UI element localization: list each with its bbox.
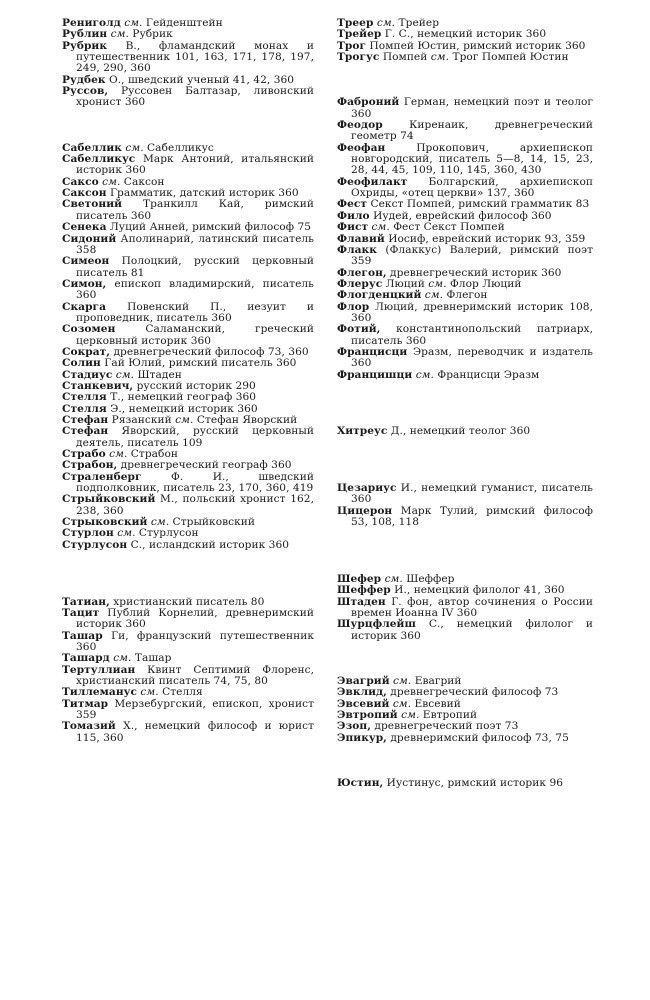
- entry-text: епископ владимирский, писатель 360: [76, 277, 314, 302]
- entry-text: христианский писатель 80: [113, 595, 265, 608]
- see-reference: см.: [110, 28, 129, 41]
- entry-text: Марк Антоний, итальянский историк 360: [76, 153, 315, 177]
- index-entry: [337, 347, 593, 370]
- entry-text: Флегон: [446, 289, 488, 302]
- entry-text: Эразм, переводчик и издатель 360: [351, 345, 593, 370]
- entry-text: Секст Помпей, римский грамматик 83: [370, 198, 590, 211]
- entry-text: древнегреческий поэт 73: [374, 720, 519, 733]
- entry-headword: Сабелликус: [62, 153, 136, 166]
- see-reference: см.: [125, 141, 144, 154]
- see-reference: см.: [117, 527, 136, 540]
- entry-text: древнегреческий философ 73, 360: [113, 345, 309, 358]
- entry-headword: Цицерон: [337, 504, 393, 517]
- index-entry: [337, 52, 593, 63]
- index-entry: [337, 120, 593, 143]
- entry-text: Фест Секст Помпей: [393, 221, 505, 234]
- entry-headword: Страленберг: [62, 470, 142, 483]
- entry-headword: Стефан: [62, 425, 109, 438]
- entry-headword: Рубрик: [62, 39, 108, 52]
- entry-text: Страбон: [130, 448, 179, 461]
- section-gap: [337, 438, 593, 483]
- entry-text: Публий Корнелий, древнеримский историк 360: [76, 606, 315, 631]
- entry-headword: Стрыйковский: [62, 493, 156, 506]
- entry-headword: Симеон: [62, 255, 110, 268]
- entry-text: Евагрий: [414, 674, 462, 687]
- see-reference: см.: [428, 277, 447, 290]
- entry-text: древнегреческий историк 360: [390, 266, 562, 279]
- entry-text: М., польский хронист 162, 238, 360: [76, 493, 314, 517]
- entry-text: Помпей: [382, 51, 428, 64]
- entry-text: Квинт Септимий Флоренс, христианский писатель 74, 75, 80: [76, 663, 314, 687]
- see-reference: см.: [384, 572, 403, 585]
- entry-text: Сабелликус: [147, 141, 214, 154]
- entry-headword: Феофан: [337, 141, 386, 154]
- index-entry: [62, 199, 314, 222]
- entry-text: Мерзебургский, епископ, хронист 359: [76, 697, 314, 721]
- index-entry: [337, 483, 593, 506]
- letter-group-4: [337, 574, 593, 642]
- entry-text: Ташар: [134, 652, 172, 665]
- entry-headword: Францисци: [337, 345, 408, 358]
- entry-headword: Хитреус: [337, 425, 388, 438]
- entry-text: Грамматик, датский историк 360: [109, 187, 299, 200]
- letter-group-2: [62, 597, 314, 744]
- entry-headword: Цезариус: [337, 482, 397, 495]
- entry-headword: Томазий: [62, 720, 116, 733]
- entry-headword: Трог: [337, 39, 367, 52]
- entry-headword: Солин: [62, 357, 101, 370]
- index-column-right: [337, 18, 593, 789]
- index-entry: [62, 154, 314, 177]
- index-entry: [337, 370, 593, 381]
- index-entry: [62, 699, 314, 722]
- index-entry: [62, 540, 314, 551]
- entry-text: Рязанский: [111, 414, 172, 426]
- index-entry: [62, 41, 314, 75]
- index-entry: [62, 494, 314, 517]
- entry-text: И., немецкий филолог 41, 360: [394, 584, 565, 597]
- index-entry: [62, 721, 314, 744]
- entry-text: русский историк 290: [136, 379, 256, 392]
- entry-headword: Эвсевий: [337, 697, 390, 710]
- entry-text: Иудей, еврейский философ 360: [373, 209, 552, 222]
- entry-text: Стелля: [162, 686, 203, 699]
- entry-headword: Сабеллик: [62, 141, 122, 154]
- index-entry: [337, 778, 593, 789]
- entry-headword: Трогус: [337, 51, 380, 64]
- entry-headword: Фаброний: [337, 96, 400, 109]
- entry-headword: Флакк: [337, 243, 377, 256]
- index-entry: [62, 256, 314, 279]
- entry-headword: Эзоп,: [337, 720, 371, 733]
- entry-text: Транкилл Кай, римский писатель 360: [76, 198, 314, 222]
- entry-text: древнеримский философ 73, 75: [390, 731, 569, 744]
- entry-headword: Фотий,: [337, 323, 381, 336]
- section-gap: [62, 109, 314, 143]
- entry-headword: Саксон: [62, 187, 107, 200]
- index-column-left: [62, 18, 314, 744]
- entry-text: Прокопович, архиепископ новгородский, писатель 5—8, 14, 15, 23, 28, 44, 45, 109, 110, 145, 360, 430: [351, 141, 593, 177]
- entry-headword: Рудбек: [62, 73, 106, 86]
- entry-headword: Эпикур,: [337, 731, 387, 744]
- entry-headword: Фист: [337, 221, 369, 234]
- entry-text: древнегреческий географ 360: [120, 459, 292, 472]
- see-reference: см.: [109, 448, 128, 461]
- section-gap: [337, 744, 593, 778]
- see-reference: см.: [430, 51, 450, 64]
- entry-text: В., фламандский монах и путешественник 101, 163, 171, 178, 197, 249, 290, 360: [76, 39, 314, 75]
- entry-headword: Трейер: [337, 28, 382, 41]
- entry-headword: Руссов,: [62, 85, 109, 98]
- entry-headword: Феофилакт: [337, 175, 408, 188]
- index-entry: [62, 86, 314, 109]
- index-entry: [337, 324, 593, 347]
- letter-group-1: [337, 97, 593, 381]
- entry-text: Иосиф, еврейский историк 93, 359: [388, 232, 586, 245]
- entry-text: (Флаккус) Валерий, римский поэт 359: [351, 243, 593, 268]
- index-entry: [62, 472, 314, 495]
- entry-text: О., шведский ученый 41, 42, 360: [109, 73, 295, 86]
- entry-headword: Флавий: [337, 232, 385, 245]
- entry-text: Руссовен Балтазар, ливонский хронист 360: [76, 85, 315, 109]
- entry-text: Ги, французский путешественник 360: [76, 629, 315, 653]
- section-gap: [337, 381, 593, 426]
- index-entry: [337, 177, 593, 200]
- index-entry: [337, 143, 593, 177]
- entry-headword: Станкевич,: [62, 379, 134, 392]
- index-entry: [62, 279, 314, 302]
- letter-group-3: [337, 483, 593, 528]
- entry-headword: Страбон,: [62, 459, 118, 472]
- letter-group-0: [337, 18, 593, 63]
- entry-text: С., немецкий филолог и историк 360: [351, 618, 593, 642]
- index-entry: [337, 506, 593, 529]
- entry-text: Евтропий: [422, 708, 478, 721]
- entry-text: Аполинарий, латинский писатель 358: [76, 232, 315, 256]
- entry-text: Люций: [385, 277, 425, 290]
- entry-text: Марк Тулий, римский философ 53, 108, 118: [351, 504, 594, 529]
- entry-headword: Юстин,: [337, 776, 384, 789]
- entry-text: Киренаик, древнегреческий геометр 74: [351, 119, 593, 143]
- entry-text: Гейденштейн: [145, 17, 223, 29]
- entry-headword: Флегон,: [337, 266, 387, 279]
- see-reference: см.: [392, 697, 412, 710]
- entry-headword: Фило: [337, 209, 370, 222]
- entry-text: Помпей Юстин, римский историк 360: [369, 39, 586, 52]
- index-entry: [337, 619, 593, 642]
- index-entry: [62, 665, 314, 688]
- entry-headword: Ташар: [62, 629, 103, 642]
- entry-text: Иустинус, римский историк 96: [386, 776, 564, 789]
- entry-headword: Флерус: [337, 277, 383, 290]
- entry-headword: Саксо: [62, 175, 99, 188]
- entry-text: Евсевий: [414, 697, 461, 710]
- entry-headword: Флогденцкий: [337, 289, 422, 302]
- index-entry: [62, 234, 314, 257]
- entry-headword: Рублин: [62, 28, 108, 41]
- see-reference: см.: [376, 17, 396, 29]
- entry-text: Т., немецкий географ 360: [110, 391, 257, 404]
- entry-text: Стефан Яворский: [196, 414, 298, 426]
- entry-text: Саламанский, греческий церковный историк 360: [76, 323, 314, 347]
- entry-text: Францисци Эразм: [437, 368, 540, 381]
- see-reference: см.: [115, 368, 135, 381]
- see-reference: см.: [175, 414, 194, 426]
- index-entry: [337, 426, 593, 437]
- index-entry: [337, 733, 593, 744]
- entry-text: Гай Юлий, римский писатель 360: [104, 357, 297, 370]
- letter-group-6: [337, 778, 593, 789]
- see-reference: см.: [150, 516, 170, 529]
- see-reference: см.: [102, 175, 121, 188]
- entry-text: Саксон: [123, 175, 165, 188]
- entry-headword: Шефер: [337, 572, 382, 585]
- letter-group-2: [337, 426, 593, 437]
- index-entry: [337, 245, 593, 268]
- entry-text: Яворский, русский церковный деятель, писатель 109: [76, 425, 315, 449]
- see-reference: см.: [415, 368, 434, 381]
- entry-text: Штаден: [137, 368, 182, 381]
- section-gap: [337, 528, 593, 573]
- entry-text: Г. С., немецкий историк 360: [384, 28, 547, 41]
- entry-headword: Эвклид,: [337, 686, 387, 699]
- see-reference: см.: [371, 221, 390, 234]
- entry-text: константинопольский патриарх, писатель 360: [351, 323, 593, 347]
- index-entry: [62, 302, 314, 325]
- index-entry: [62, 324, 314, 347]
- see-reference: см.: [424, 289, 444, 302]
- index-entry: [337, 97, 593, 120]
- entry-headword: Ташард: [62, 652, 110, 665]
- entry-text: И., немецкий гуманист, писатель 360: [351, 482, 593, 506]
- entry-headword: Стадиус: [62, 368, 113, 381]
- entry-headword: Сидоний: [62, 232, 117, 245]
- entry-text: Полоцкий, русский церковный писатель 81: [76, 255, 314, 279]
- see-reference: см.: [393, 674, 412, 687]
- see-reference: см.: [113, 652, 132, 665]
- entry-text: Трог Помпей Юстин: [452, 51, 569, 64]
- entry-text: Стурлусон: [138, 527, 199, 540]
- entry-headword: Светоний: [62, 198, 123, 211]
- entry-text: Болгарский, архиепископ Охриды, «отец церкви» 137, 360: [351, 175, 594, 200]
- index-entry: [62, 608, 314, 631]
- index-entry: [62, 631, 314, 654]
- entry-headword: Сенека: [62, 221, 107, 234]
- entry-headword: Шурцфлейш: [337, 618, 416, 631]
- entry-headword: Стурлусон: [62, 538, 128, 551]
- entry-headword: Стефан: [62, 414, 109, 426]
- entry-text: Шеффер: [406, 572, 455, 585]
- entry-text: Г. фон, автор сочинения о России времен Иоанна IV 360: [351, 595, 593, 619]
- entry-headword: Стрыковский: [62, 516, 148, 529]
- entry-text: Повенский П., иезуит и проповедник, писатель 360: [76, 300, 314, 324]
- entry-headword: Созомен: [62, 323, 116, 336]
- entry-text: Рубрик: [132, 28, 173, 41]
- entry-headword: Стурлон: [62, 527, 114, 540]
- section-gap: [337, 63, 593, 97]
- entry-headword: Татиан,: [62, 595, 110, 608]
- entry-headword: Эвтропий: [337, 708, 398, 721]
- entry-headword: Скарга: [62, 300, 107, 313]
- entry-text: Луций Анней, римский философ 75: [109, 221, 312, 234]
- entry-headword: Рениголд: [62, 17, 121, 29]
- entry-headword: Тертуллиан: [62, 663, 136, 676]
- entry-text: Флор Люций: [449, 277, 522, 290]
- letter-group-0: [62, 18, 314, 109]
- entry-text: Трейер: [398, 17, 440, 29]
- entry-headword: Флор: [337, 300, 370, 313]
- entry-headword: Титмар: [62, 697, 109, 710]
- entry-text: Э., немецкий историк 360: [110, 402, 258, 415]
- entry-text: Д., немецкий теолог 360: [390, 425, 531, 438]
- entry-headword: Симон,: [62, 277, 107, 290]
- entry-text: древнегреческий философ 73: [390, 686, 559, 699]
- letter-group-1: [62, 143, 314, 551]
- entry-text: Герман, немецкий поэт и теолог 360: [351, 96, 594, 120]
- entry-text: Х., немецкий философ и юрист 115, 360: [76, 720, 314, 744]
- entry-headword: Шеффер: [337, 584, 391, 597]
- see-reference: см.: [140, 686, 159, 699]
- index-entry: [337, 302, 593, 325]
- index-entry: [337, 597, 593, 620]
- entry-headword: Треер: [337, 17, 374, 29]
- entry-headword: Стелля: [62, 402, 107, 415]
- entry-text: Стрыйковский: [172, 516, 256, 529]
- see-reference: см.: [401, 708, 420, 721]
- section-gap: [62, 551, 314, 596]
- entry-headword: Францишци: [337, 368, 413, 381]
- entry-headword: Фест: [337, 198, 368, 211]
- entry-headword: Тиллеманус: [62, 686, 137, 699]
- index-entry: [62, 426, 314, 449]
- see-reference: см.: [124, 17, 143, 29]
- entry-headword: Тацит: [62, 606, 100, 619]
- entry-headword: Стелля: [62, 391, 107, 404]
- entry-headword: Эвагрий: [337, 674, 390, 687]
- entry-text: С., исландский историк 360: [130, 538, 290, 551]
- entry-headword: Штаден: [337, 595, 386, 608]
- letter-group-5: [337, 676, 593, 744]
- entry-headword: Сократ,: [62, 345, 111, 358]
- entry-text: Ф. И., шведский подполковник, писатель 23, 170, 360, 419: [76, 470, 314, 495]
- entry-headword: Страбо: [62, 448, 106, 461]
- entry-text: Люций, древнеримский историк 108, 360: [351, 300, 594, 324]
- section-gap: [337, 642, 593, 676]
- entry-headword: Феодор: [337, 119, 383, 132]
